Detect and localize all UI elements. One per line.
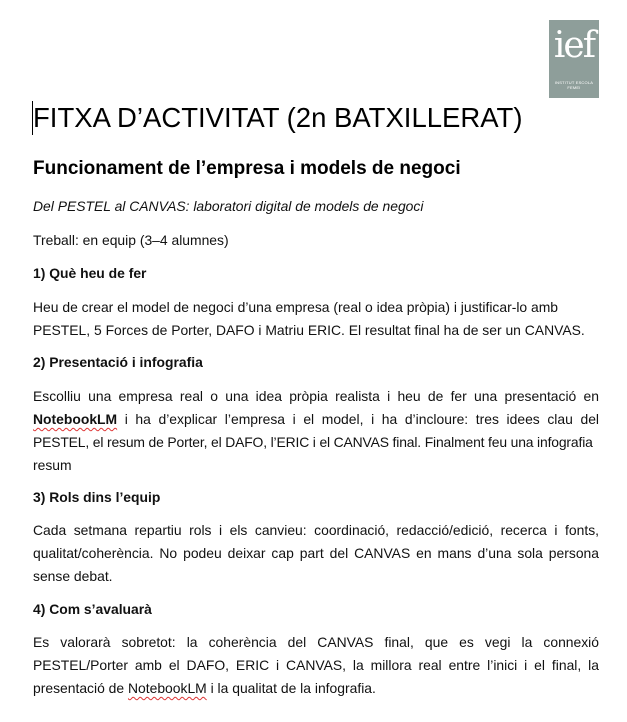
section-1-line-2[interactable]: PESTEL, 5 Forces de Porter, DAFO i Matriu ERIC. El resultat final ha de ser un CANVAS. <box>33 322 585 338</box>
work-mode[interactable]: Treball: en equip (3–4 alumnes) <box>33 232 229 248</box>
section-4-line-1[interactable]: Es valorarà sobretot: la coherència del CANVAS final, que es vegi la connexió <box>33 634 599 650</box>
section-2-line-2-text: i ha d’explicar l’empresa i el model, i ha d’incloure: tres idees clau del <box>117 411 599 427</box>
logo-caption: INSTITUT ESCOLA FEMEI <box>554 80 594 90</box>
notebooklm-term: NotebookLM <box>33 411 118 427</box>
section-heading-1[interactable]: 1) Què heu de fer <box>33 265 147 281</box>
document-subtitle[interactable]: Funcionament de l’empresa i models de negoci <box>33 158 461 179</box>
section-4-line-3-end: i la qualitat de la infografia. <box>206 680 376 696</box>
section-2-line-3[interactable]: PESTEL, el resum de Porter, el DAFO, l’ERIC i el CANVAS final. Finalment feu una infografia <box>33 434 593 450</box>
section-4-line-3[interactable] <box>33 677 599 700</box>
section-heading-2[interactable]: 2) Presentació i infografia <box>33 354 203 370</box>
section-2-line-4[interactable]: resum <box>33 457 72 473</box>
section-1-line-1[interactable]: Heu de crear el model de negoci d’una empresa (real o idea pròpia) i justificar-lo amb <box>33 299 559 315</box>
section-3-line-2[interactable]: qualitat/coherència. No podeu deixar cap part del CANVAS en mans d’una sola persona <box>33 545 599 561</box>
tagline[interactable]: Del PESTEL al CANVAS: laboratori digital de models de negoci <box>33 198 424 214</box>
section-4-line-2[interactable]: PESTEL/Porter amb el DAFO, ERIC i CANVAS, la millora real entre l’inici i el final, la <box>33 657 599 673</box>
document-title[interactable]: FITXA D’ACTIVITAT (2n BATXILLERAT) <box>33 102 523 133</box>
logo-mark: ief <box>553 25 595 66</box>
section-heading-4[interactable]: 4) Com s’avaluarà <box>33 601 152 617</box>
section-3-line-1[interactable]: Cada setmana repartiu rols i els canvieu: coordinació, redacció/edició, recerca i fonts, <box>33 522 599 538</box>
notebooklm-term: NotebookLM <box>127 680 207 696</box>
section-2-line-1[interactable]: Escolliu una empresa real o una idea pròpia realista i heu de fer una presentació en <box>33 388 599 404</box>
section-heading-3[interactable]: 3) Rols dins l’equip <box>33 489 161 505</box>
school-logo <box>549 20 599 98</box>
section-2-line-2[interactable] <box>33 408 599 431</box>
section-4-line-3-start: presentació de <box>33 680 128 696</box>
section-3-line-3[interactable]: sense debat. <box>33 568 113 584</box>
